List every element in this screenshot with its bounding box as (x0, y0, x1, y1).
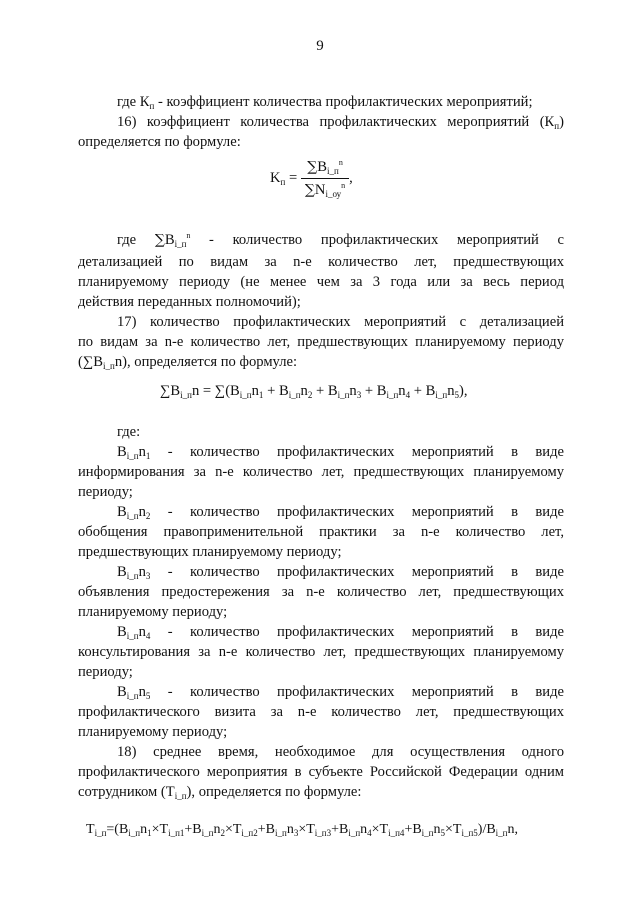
b1-line-2: информирования за n-е количество лет, предшествующих планируемому (78, 464, 564, 480)
b5-line-2: профилактического визита за n-е количество лет, предшествующих (78, 704, 564, 720)
paragraph-16-line-2: определяется по формуле: (78, 134, 241, 150)
where-sum-b-line-2: детализацией по видам за n-е количество лет, предшествующих (78, 254, 564, 270)
b2-line-1: $B_{i\_п}n_2$ - количество профилактических мероприятий в виде (117, 504, 564, 521)
b3-line-1: $B_{i\_п}n_3$ - количество профилактических мероприятий в виде (117, 564, 564, 581)
paragraph-16-line-1: 16) коэффициент количества профилактических мероприятий $(К_п)$ (117, 114, 564, 131)
paragraph-18-line-1: 18) среднее время, необходимое для осуществления одного (117, 744, 564, 760)
paragraph-17-line-1: 17) количество профилактических мероприятий с детализацией (117, 314, 564, 330)
where-label: где: (117, 424, 141, 440)
formula-kp: $K_п$ = $\frac{\sum B_{i\_п}^n}{\sum N_{i\_оу}^n}$ , (270, 158, 353, 199)
b4-line-2: консультирования за n-е количество лет, предшествующих планируемому (78, 644, 564, 660)
where-sum-b-line-4: действия переданных полномочий); (78, 294, 301, 310)
formula-sum-b: $\sum B_{i\_п}n = \sum(B_{i\_п}n_1 + B_{i\_п}n_2 + B_{i\_п}n_3 + B_{i\_п}n_4 + B_{i\_п}n_5)$, (160, 383, 468, 400)
b4-line-3: периоду; (78, 664, 133, 680)
formula-t: $T_{i\_п}=(B_{i\_п}n_1\times T_{i\_п1}+B_{i\_п}n_2\times T_{i\_п2}+B_{i\_п}n_3\times T_{i\_п3}+B_{i\_п}n_4\times T_{i\_п4}+B_{i\_п}n_5\times T_{i\_п5})/B_{i\_п}n$, (86, 822, 518, 838)
b5-line-3: планируемому периоду; (78, 724, 228, 740)
paragraph-17-line-2: по видам за n-е количество лет, предшествующих планируемому периоду (78, 334, 564, 350)
where-sum-b-line-3: планируемому периоду (не менее чем за 3 года или за весь период (78, 274, 564, 290)
paragraph-17-line-3: $(\sum B_{i\_п}n)$, определяется по формуле: (78, 354, 298, 371)
b1-line-3: периоду; (78, 484, 133, 500)
where-sum-b-line-1: где $\sum B_{i\_п}^n$ - количество профилактических мероприятий с (117, 231, 564, 249)
paragraph-kp-definition: где $К_п$ - коэффициент количества профилактических мероприятий; (117, 94, 533, 111)
b5-line-1: $B_{i\_п}n_5$ - количество профилактических мероприятий в виде (117, 684, 564, 701)
b1-line-1: $B_{i\_п}n_1$ - количество профилактических мероприятий в виде (117, 444, 564, 461)
paragraph-18-line-3: сотрудником $(T_{i\_п})$, определяется по формуле: (78, 784, 362, 801)
b2-line-2: обобщения правоприменительной практики за n-е количество лет, (78, 524, 564, 540)
b2-line-3: предшествующих планируемому периоду; (78, 544, 342, 560)
b3-line-3: планируемому периоду; (78, 604, 228, 620)
paragraph-18-line-2: профилактического мероприятия в субъекте Российской Федерации одним (78, 764, 564, 780)
b4-line-1: $B_{i\_п}n_4$ - количество профилактических мероприятий в виде (117, 624, 564, 641)
b3-line-2: объявления предостережения за n-е количество лет, предшествующих (78, 584, 564, 600)
page-number: 9 (316, 38, 324, 54)
